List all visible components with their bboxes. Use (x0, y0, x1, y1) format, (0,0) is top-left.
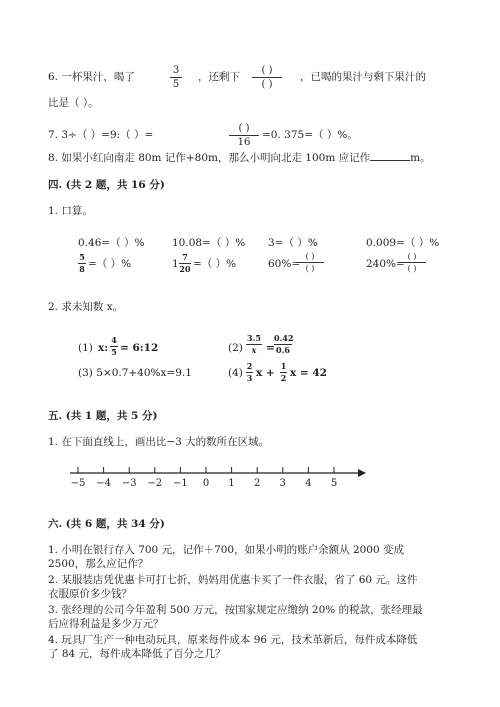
sec6-line-2: 2500，那么应记作？ (48, 558, 149, 570)
tick-label: −3 (121, 478, 137, 489)
eq1-tail: = 6:12 (120, 342, 159, 354)
calc-item-6-whole: 1 (172, 258, 179, 270)
frac-num: ( ) (407, 252, 417, 261)
tick-label: 1 (228, 478, 235, 489)
calc-item-7-head: 60%= (268, 258, 301, 270)
frac-den: ( ) (407, 264, 417, 273)
q8-answer-blank[interactable] (370, 151, 410, 161)
q8-text (48, 151, 431, 165)
tick-label: 4 (305, 478, 312, 489)
tick-label: 0 (202, 478, 210, 489)
q6-frac-num: 3 (172, 65, 180, 76)
frac-den: x (251, 345, 257, 355)
eq2-equals: = (266, 342, 275, 354)
calc-item-8-head: 240%= (366, 258, 405, 270)
calc-item-1[interactable]: 0.46=（ ）% (78, 237, 145, 249)
sec6-line-8: 了 84 元，每件成本降低了百分之几？ (48, 648, 226, 660)
section-6-title: 六. (共 6 题，共 34 分) (48, 518, 165, 530)
eq2-left-fraction (246, 334, 262, 355)
sec5-q1-text: 1. 在下面直线上，画出比−3 大的数所在区域。 (48, 436, 270, 448)
frac-den: 2 (280, 373, 287, 383)
tick-label: −4 (96, 478, 111, 489)
sec6-line-3: 2. 某服装店凭优惠卡可打七折，妈妈用优惠卡买了一件衣服，省了 60 元。这件 (48, 574, 418, 586)
frac-bar (170, 77, 182, 78)
sec4-q1-title: 1. 口算。 (48, 205, 93, 217)
q7-frac-num: ( ) (238, 123, 250, 134)
calc-item-2[interactable]: 10.08=（ ）% (172, 237, 246, 249)
q6-text-post: ，已喝的果汁与剩下果汁的 (300, 71, 426, 83)
section-4-title: 四. (共 2 题，共 16 分) (48, 179, 165, 191)
eq2-right-fraction (274, 334, 292, 355)
q6-blank-den: ( ) (261, 79, 273, 90)
frac-den: 3 (246, 373, 253, 383)
frac-den: 0.6 (276, 345, 290, 355)
q7-fraction[interactable] (229, 123, 259, 148)
sec6-line-5: 3. 张经理的公司今年盈利 500 万元，按国家规定应缴纳 20% 的税款，张经理最 (48, 604, 423, 616)
eq1-label: (1) (78, 342, 93, 354)
tick-label: 5 (330, 478, 338, 489)
q6-text-pre: 6. 一杯果汁，喝了 (48, 71, 135, 83)
sec6-line-7: 4. 玩具厂生产一种电动玩具，原来每件成本 96 元，技术革新后，每件成本降低 (48, 634, 418, 646)
q6-frac-den: 5 (172, 79, 180, 90)
eq4-fraction-a (246, 362, 253, 383)
tick-label: −5 (70, 478, 86, 489)
frac-num: 2 (246, 361, 253, 371)
eq4-label: (4) (228, 367, 243, 379)
eq3-text: (3) 5×0.7+40%x=9.1 (78, 367, 192, 379)
q6-fraction (170, 65, 182, 90)
frac-num: 1 (280, 361, 287, 371)
q6-blank-num: ( ) (261, 65, 273, 76)
number-line[interactable] (70, 465, 370, 505)
frac-num: 5 (79, 252, 85, 262)
frac-num: 3.5 (247, 333, 261, 343)
q8-text-pre: 8. 如果小红向南走 80m 记作+80m，那么小明向北走 100m 应记作 (48, 152, 371, 164)
frac-bar (229, 135, 259, 136)
eq1-lead: x: (98, 342, 109, 354)
frac-bar (252, 77, 282, 78)
q6-text-line2: 比是（ ）。 (48, 97, 99, 109)
calc-item-8-fraction[interactable] (398, 252, 426, 273)
tick-label: −1 (173, 478, 188, 489)
arrow-head-icon (358, 469, 366, 477)
calc-item-4[interactable]: 0.009=（ ）% (366, 237, 440, 249)
frac-den: ( ) (305, 264, 315, 273)
calc-item-6-fraction (179, 253, 191, 274)
q6-blank-fraction[interactable] (252, 65, 282, 90)
frac-num: 4 (111, 335, 117, 345)
frac-num: 0.42 (274, 333, 294, 343)
sec6-line-6: 后应得利益是多少万元？ (48, 618, 164, 630)
tick-label: 2 (254, 478, 261, 489)
frac-den: 20 (179, 264, 191, 274)
calc-item-6-tail[interactable]: =（ ）% (193, 258, 237, 270)
q7-text-post: =0. 375=（ ）%。 (262, 129, 358, 141)
eq4-mid: x + (256, 367, 275, 379)
eq4-fraction-b (280, 362, 287, 383)
frac-den: 8 (79, 264, 85, 274)
calc-item-5-tail[interactable]: =（ ）% (88, 258, 132, 270)
frac-num: ( ) (305, 252, 315, 261)
tick-marks (78, 467, 334, 473)
frac-den: 5 (111, 347, 117, 357)
q7-text-pre: 7. 3÷（ ）=9:（ ）= (48, 129, 154, 141)
sec6-line-1: 1. 小明在银行存入 700 元，记作＋700，如果小明的账户余额从 2000 变成 (48, 544, 405, 556)
sec6-line-4: 衣服原价多少钱？ (48, 588, 132, 600)
eq4-tail: x = 42 (290, 367, 327, 379)
frac-bar (296, 262, 324, 263)
frac-bar (398, 262, 426, 263)
eq2-label: (2) (228, 342, 243, 354)
frac-num: 7 (182, 252, 188, 262)
calc-item-5-fraction (78, 253, 86, 274)
tick-label: 3 (279, 478, 286, 489)
q7-frac-den: 16 (237, 137, 251, 148)
eq1-fraction (110, 336, 118, 357)
sec4-q2-title: 2. 求未知数 x。 (48, 301, 124, 313)
section-5-title: 五. (共 1 题，共 5 分) (48, 410, 158, 422)
calc-item-3[interactable]: 3=（ ）% (268, 237, 318, 249)
q6-text-mid: ，还剩下 (198, 71, 240, 83)
q8-text-post: m。 (410, 152, 431, 164)
tick-label: −2 (147, 478, 163, 489)
calc-item-7-fraction[interactable] (296, 252, 324, 273)
